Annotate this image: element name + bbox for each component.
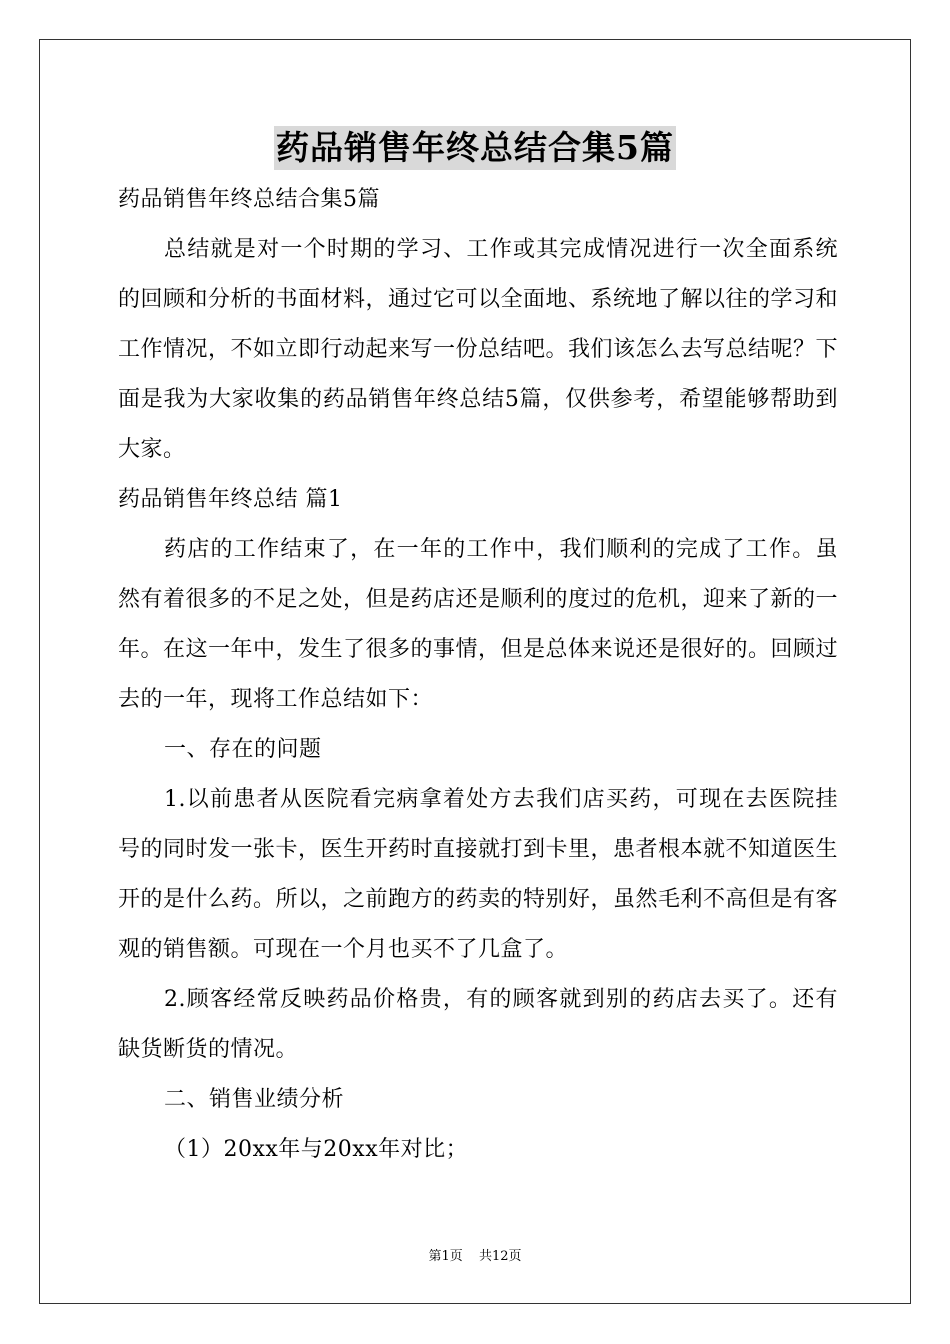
title-container <box>0 126 950 170</box>
document-title: 药品销售年终总结合集5篇 <box>274 126 676 170</box>
document-body <box>118 175 838 1175</box>
page-number: 第1页 <box>428 1249 463 1264</box>
subheading-sales-analysis: 二、销售业绩分析 <box>164 1087 345 1112</box>
comparison-line: （1）20xx年与20xx年对比； <box>164 1137 469 1162</box>
section-heading: 药品销售年终总结 篇1 <box>118 487 343 512</box>
list-item-2: 2.顾客经常反映药品价格贵，有的顾客就到别的药店去买了。还有缺货断货的情况。 <box>118 987 838 1062</box>
page-footer <box>0 1247 950 1267</box>
page-total: 共12页 <box>478 1249 522 1264</box>
body-paragraph: 药店的工作结束了，在一年的工作中，我们顺利的完成了工作。虽然有着很多的不足之处，但是药店还是顺利的度过的危机，迎来了新的一年。在这一年中，发生了很多的事情，但是总体来说还是很好的。回顾过去的一年，现将工作总结如下： <box>118 537 839 712</box>
list-item-1: 1.以前患者从医院看完病拿着处方去我们店买药，可现在去医院挂号的同时发一张卡，医生开药时直接就打到卡里，患者根本就不知道医生开的是什么药。所以，之前跑方的药卖的特别好，虽然毛利不高但是有客观的销售额。可现在一个月也买不了几盒了。 <box>118 787 839 962</box>
subheading-problems: 一、存在的问题 <box>164 737 322 762</box>
subtitle-line: 药品销售年终总结合集5篇 <box>118 187 380 212</box>
intro-paragraph: 总结就是对一个时期的学习、工作或其完成情况进行一次全面系统的回顾和分析的书面材料，通过它可以全面地、系统地了解以往的学习和工作情况，不如立即行动起来写一份总结吧。我们该怎么去写总结呢？下面是我为大家收集的药品销售年终总结5篇，仅供参考，希望能够帮助到大家。 <box>118 237 839 462</box>
